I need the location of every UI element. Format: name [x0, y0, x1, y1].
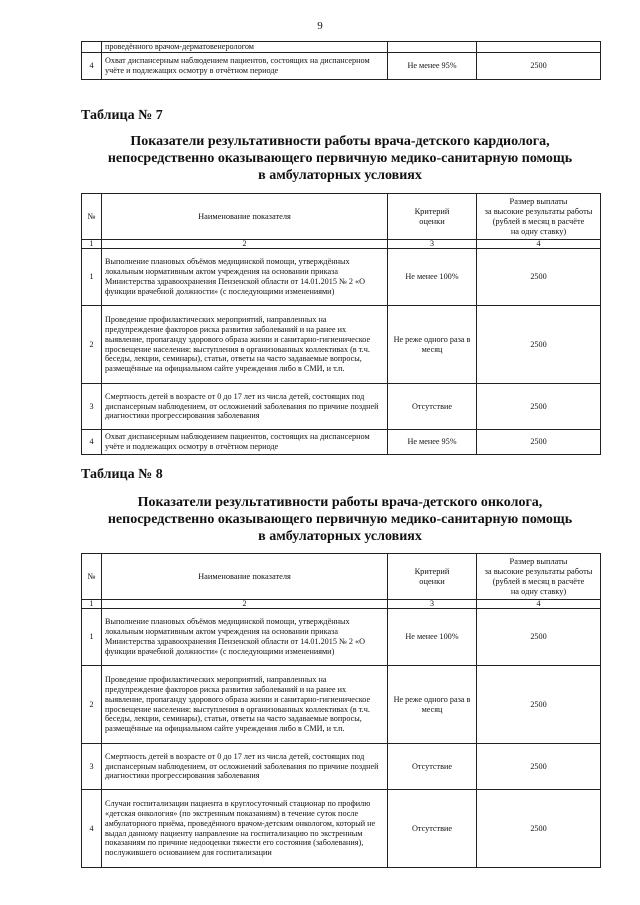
column-number: 3 — [388, 240, 477, 249]
table8-label: Таблица № 8 — [81, 467, 163, 482]
header-criterion-line: оценки — [419, 216, 445, 226]
table7-title-line: Показатели результативности работы врача-детского кардиолога, — [130, 134, 550, 149]
criterion: Не менее 100% — [388, 609, 477, 666]
criterion: Отсутствие — [388, 744, 477, 790]
payment — [477, 42, 601, 53]
payment: 2500 — [477, 790, 601, 868]
criterion — [388, 42, 477, 53]
table-header-row — [82, 554, 601, 600]
payment: 2500 — [477, 249, 601, 306]
header-payment — [477, 554, 601, 600]
indicator-name: Проведение профилактических мероприятий, направленных на предупреждение факторов риска развития заболеваний и на ранее их выявление, пропаганду здорового образа жизни и санитарно-гигиеническое просвещение населения: выступления в организованных коллективах (в т.ч. беседы, лекции, семинары), статьи, ответы на часто задаваемые вопросы, размещённые на официальном сайте учреждения либо в СМИ, и т.п. — [102, 306, 388, 384]
header-payment-line: (рублей в месяц в расчёте — [492, 216, 585, 226]
table8-title — [70, 494, 610, 545]
column-number: 1 — [82, 600, 102, 609]
indicator-name: Проведение профилактических мероприятий, направленных на предупреждение факторов риска развития заболеваний и на ранее их выявление, пропаганду здорового образа жизни и санитарно-гигиеническое просвещение населения: выступления в организованных коллективах (в т.ч. беседы, лекции, семинары), статьи, ответы на часто задаваемые вопросы, размещённые на официальном сайте учреждения либо в СМИ, и т.п. — [102, 666, 388, 744]
row-number: 4 — [82, 52, 102, 79]
header-criterion-line: оценки — [419, 576, 445, 586]
payment: 2500 — [477, 384, 601, 430]
table-row — [82, 384, 601, 430]
header-no: № — [82, 194, 102, 240]
table-row — [82, 790, 601, 868]
indicator-name: Выполнение плановых объёмов медицинской помощи, утверждённых локальным нормативным актом учреждения на основании приказа Министерства здравоохранения Пензенской области от 14.01.2015 № 2 «О функции врачебной должности» (с последующими изменениями) — [102, 609, 388, 666]
criterion: Отсутствие — [388, 384, 477, 430]
payment: 2500 — [477, 306, 601, 384]
header-payment — [477, 194, 601, 240]
header-criterion — [388, 194, 477, 240]
indicator-name: Охват диспансерным наблюдением пациентов, состоящих на диспансерном учёте и подлежащих осмотру в отчётном периоде — [102, 430, 388, 455]
header-criterion — [388, 554, 477, 600]
table8-title-line: непосредственно оказывающего первичную медико-санитарную помощь — [107, 512, 573, 527]
column-number: 4 — [477, 600, 601, 609]
header-payment-line: на одну ставку) — [510, 226, 567, 236]
header-payment-line: за высокие результаты работы — [484, 206, 593, 216]
table-row — [82, 306, 601, 384]
criterion: Не менее 100% — [388, 249, 477, 306]
header-name: Наименование показателя — [102, 554, 388, 600]
column-number: 3 — [388, 600, 477, 609]
row-number: 3 — [82, 744, 102, 790]
continuation-table — [81, 41, 601, 80]
row-number: 1 — [82, 249, 102, 306]
table-row — [82, 42, 601, 53]
payment: 2500 — [477, 52, 601, 79]
indicator-name: Смертность детей в возрасте от 0 до 17 лет из числа детей, состоящих под диспансерным наблюдением, от осложнений заболевания по причине поздней диагностики прогрессирования заболевания — [102, 744, 388, 790]
column-number: 2 — [102, 600, 388, 609]
row-number: 2 — [82, 666, 102, 744]
table7-label: Таблица № 7 — [81, 108, 163, 123]
row-number: 4 — [82, 790, 102, 868]
column-number-row — [82, 600, 601, 609]
table7 — [81, 193, 601, 455]
table-row — [82, 666, 601, 744]
payment: 2500 — [477, 744, 601, 790]
row-number: 1 — [82, 609, 102, 666]
row-number: 4 — [82, 430, 102, 455]
header-payment-line: Размер выплаты — [509, 196, 568, 206]
indicator-name: проведённого врачом-дерматовенерологом — [102, 42, 388, 53]
payment: 2500 — [477, 666, 601, 744]
header-name: Наименование показателя — [102, 194, 388, 240]
criterion: Не реже одного раза в месяц — [388, 306, 477, 384]
column-number: 2 — [102, 240, 388, 249]
table7-title-line: в амбулаторных условиях — [258, 168, 422, 183]
criterion: Отсутствие — [388, 790, 477, 868]
header-criterion-line: Критерий — [414, 566, 450, 576]
table7-title-line: непосредственно оказывающего первичную медико-санитарную помощь — [107, 151, 573, 166]
header-no: № — [82, 554, 102, 600]
page-number: 9 — [317, 20, 323, 32]
table8-title-line: в амбулаторных условиях — [258, 529, 422, 544]
column-number-row — [82, 240, 601, 249]
criterion: Не реже одного раза в месяц — [388, 666, 477, 744]
table-row — [82, 52, 601, 79]
row-number — [82, 42, 102, 53]
header-payment-line: на одну ставку) — [510, 586, 567, 596]
table-row — [82, 430, 601, 455]
indicator-name: Случаи госпитализации пациента в круглосуточный стационар по профилю «детская онкология» (по экстренным показаниям) в течение суток после амбулаторного приёма, проведённого врачом-детским онкологом, который не выдал данному пациенту направление на госпитализацию по экстренным показаниям по причине недооценки тяжести его состояния (заболевания), послужившего основанием для госпитализации — [102, 790, 388, 868]
header-payment-line: (рублей в месяц в расчёте — [492, 576, 585, 586]
criterion: Не менее 95% — [388, 52, 477, 79]
table-header-row — [82, 194, 601, 240]
column-number: 4 — [477, 240, 601, 249]
header-payment-line: за высокие результаты работы — [484, 566, 593, 576]
table8 — [81, 553, 601, 868]
column-number: 1 — [82, 240, 102, 249]
row-number: 3 — [82, 384, 102, 430]
payment: 2500 — [477, 609, 601, 666]
criterion: Не менее 95% — [388, 430, 477, 455]
indicator-name: Охват диспансерным наблюдением пациентов, состоящих на диспансерном учёте и подлежащих осмотру в отчётном периоде — [102, 52, 388, 79]
table-row — [82, 249, 601, 306]
header-payment-line: Размер выплаты — [509, 556, 568, 566]
table8-title-line: Показатели результативности работы врача-детского онколога, — [137, 495, 543, 510]
table-row — [82, 609, 601, 666]
indicator-name: Смертность детей в возрасте от 0 до 17 лет из числа детей, состоящих под диспансерным наблюдением, от осложнений заболевания по причине поздней диагностики прогрессирования заболевания — [102, 384, 388, 430]
row-number: 2 — [82, 306, 102, 384]
header-criterion-line: Критерий — [414, 206, 450, 216]
payment: 2500 — [477, 430, 601, 455]
table-row — [82, 744, 601, 790]
indicator-name: Выполнение плановых объёмов медицинской помощи, утверждённых локальным нормативным актом учреждения на основании приказа Министерства здравоохранения Пензенской области от 14.01.2015 № 2 «О функции врачебной должности» (с последующими изменениями) — [102, 249, 388, 306]
table7-title — [70, 133, 610, 184]
